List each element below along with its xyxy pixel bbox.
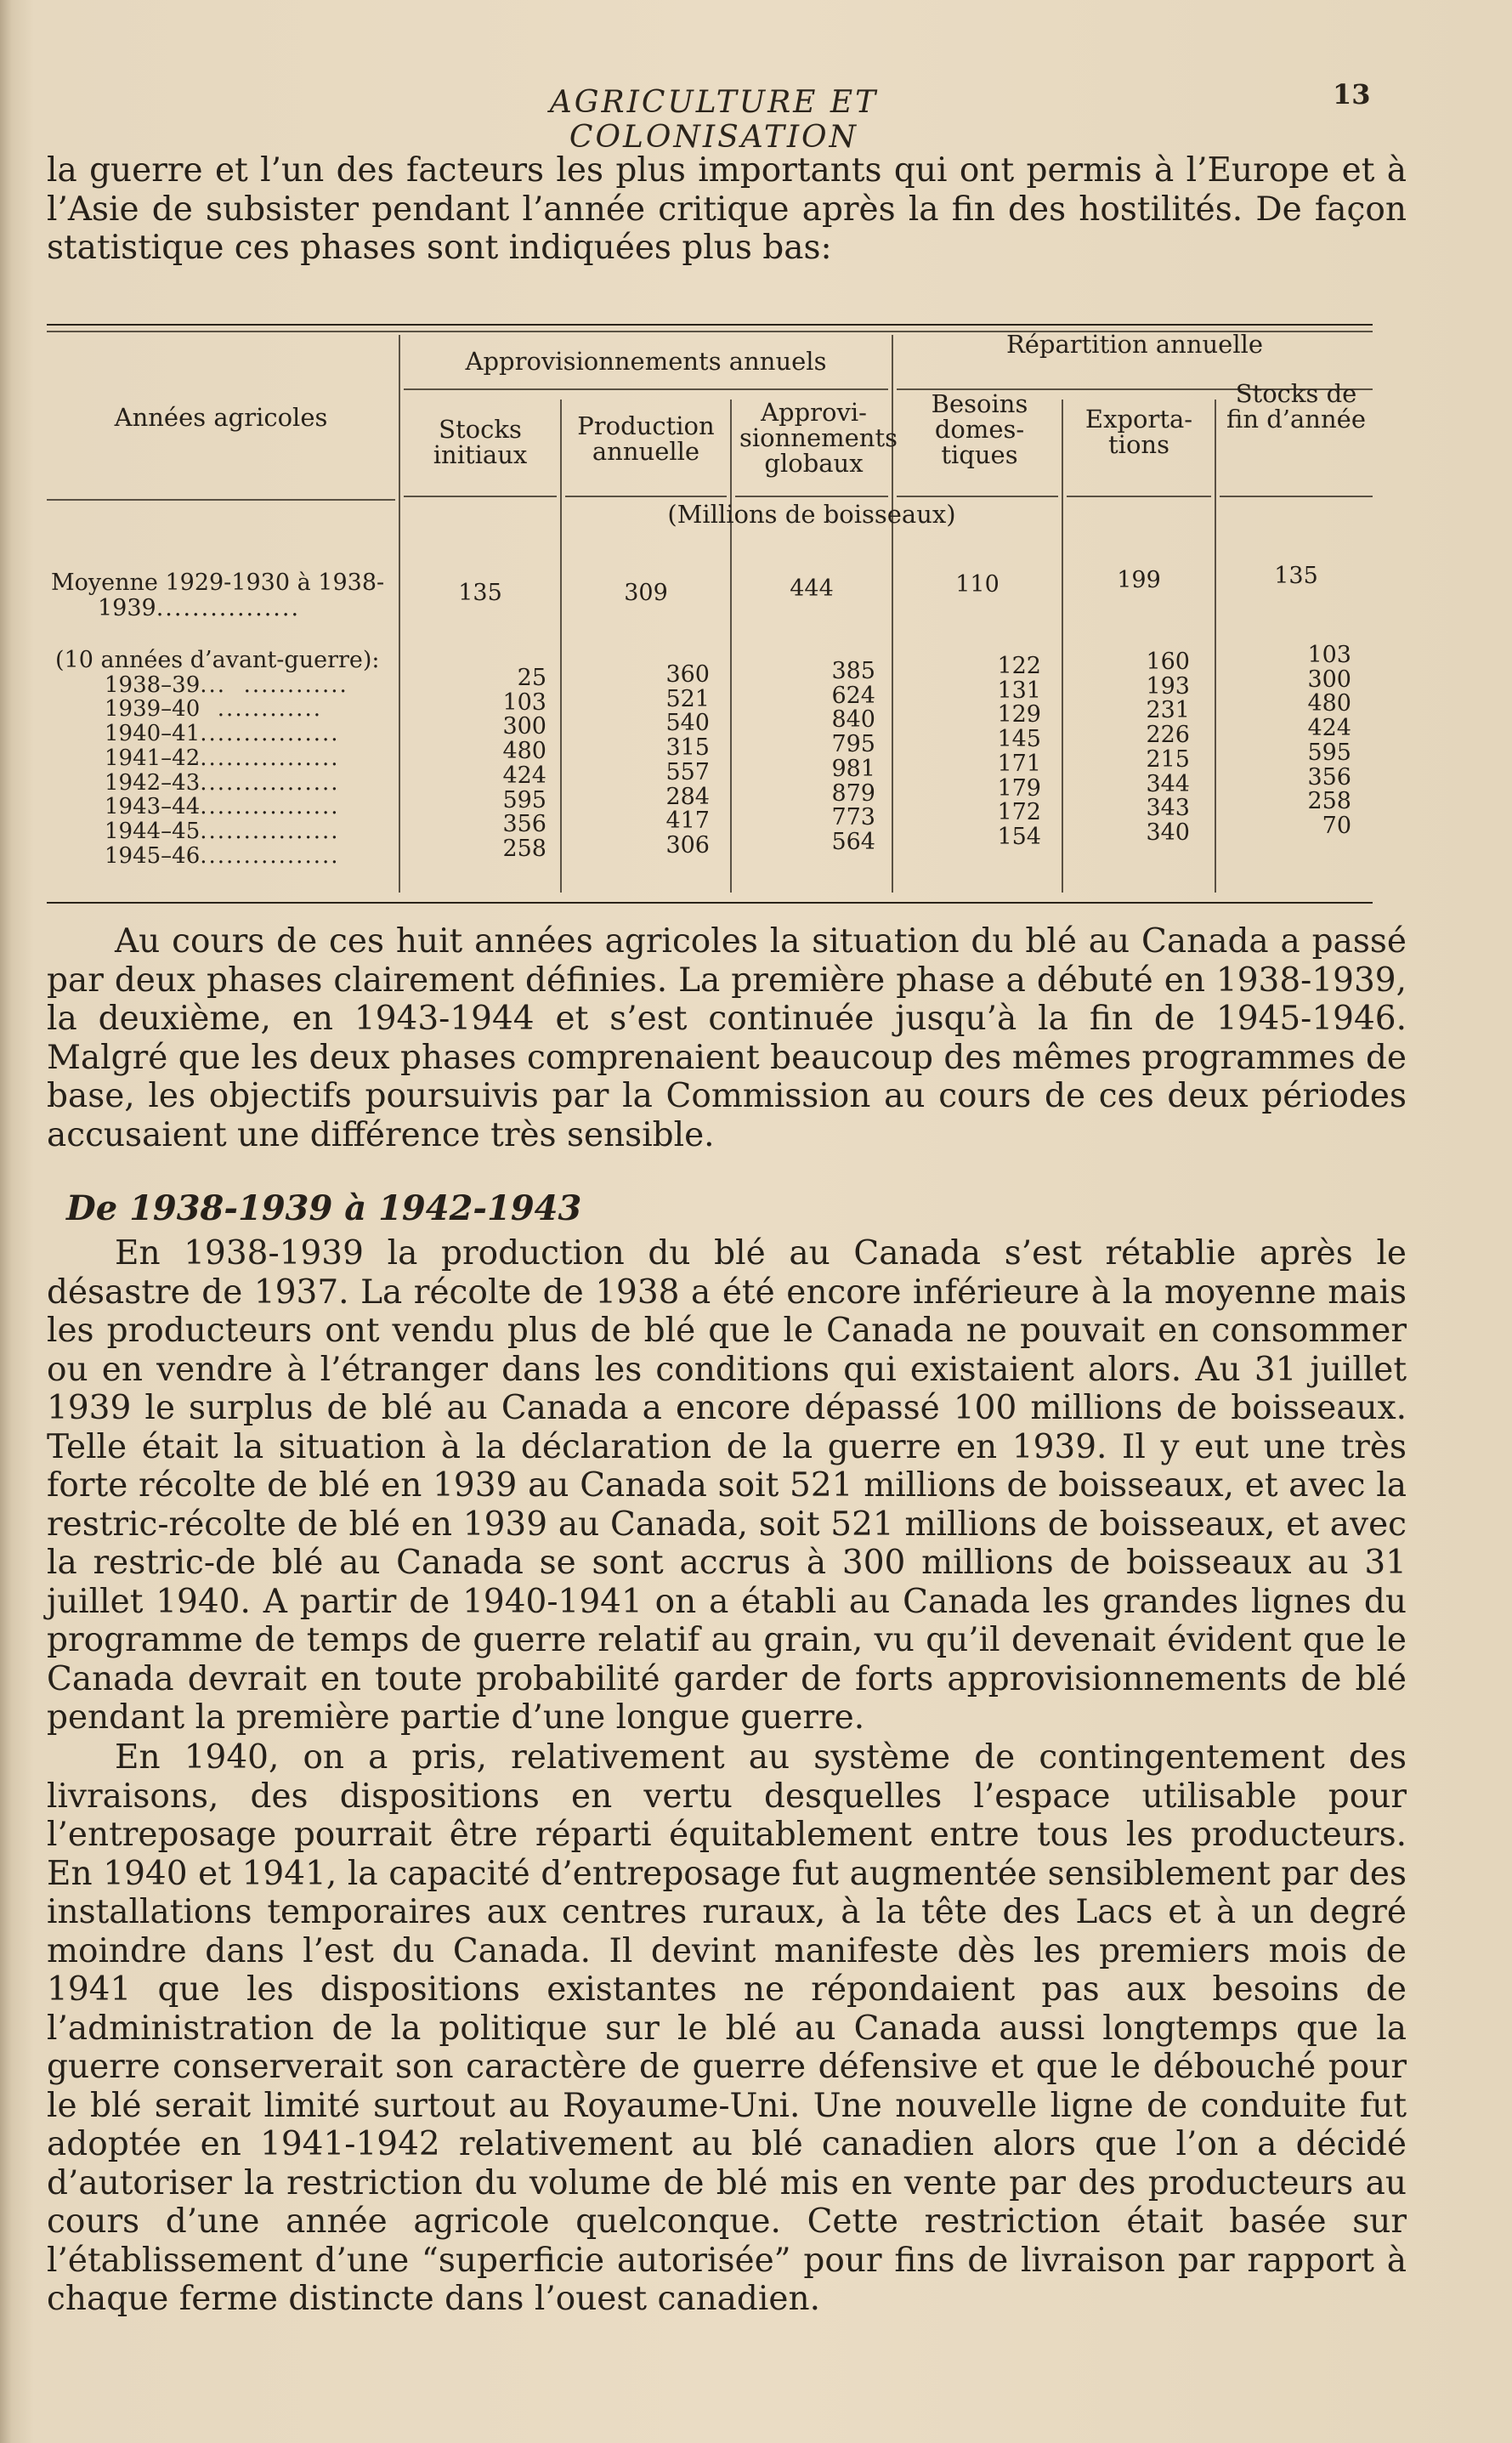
cell: 306 [665,831,710,859]
year-label: 1943–44................ [105,794,340,819]
col-production [642,663,710,859]
unit-label: (Millions de boisseaux) [667,500,956,529]
cell: 226 [1146,722,1190,749]
cell: 300 [1307,666,1351,693]
cell: 154 [997,823,1041,850]
cell: 356 [1307,763,1351,791]
cell: 129 [997,701,1041,728]
cell: 231 [1146,697,1190,724]
cell: 840 [831,706,875,734]
cell: 258 [1307,788,1351,815]
cell: 480 [1307,690,1351,717]
wheat-statistics-table [47,323,1407,918]
cell: 160 [1146,649,1190,675]
cell: 145 [997,726,1041,753]
average-cell: 135 [458,580,502,606]
row-header: Années agricoles [114,403,328,432]
cell: 340 [1146,819,1190,846]
year-label: 1938–39... ............ [105,672,348,698]
year-label: 1940–41................ [105,721,340,746]
year-label: 1944–45................ [105,819,340,844]
cell: 540 [665,710,710,737]
cell: 315 [665,734,710,762]
average-cell: 110 [955,571,1000,598]
prewar-note: (10 années d’avant-guerre): [55,647,380,673]
cell: 258 [502,835,546,862]
cell: 300 [502,713,546,740]
year-label: 1939–40 ............ [105,696,322,722]
cell: 417 [665,808,710,835]
cell: 172 [997,799,1041,826]
group-header-supply: Approvisionnements annuels [465,347,827,376]
cell: 595 [1307,739,1351,766]
cell: 344 [1146,770,1190,797]
year-label: 1945–46................ [105,843,340,869]
group-header-distribution: Répartition annuelle [1005,330,1264,359]
page-number: 13 [1333,78,1371,111]
cell: 360 [665,661,710,688]
col-besoins [973,655,1041,850]
cell: 356 [502,811,546,838]
average-label: Moyenne 1929-1930 à 1938- [51,570,385,596]
cell: 795 [831,731,875,758]
col-exportations [1122,650,1190,846]
cell: 424 [502,762,546,789]
average-label-year: 1939................ [98,595,301,621]
col-globaux [807,660,875,855]
cell: 557 [665,758,710,785]
cell: 122 [997,653,1041,679]
cell: 131 [997,677,1041,704]
col-stocks-fin [1283,643,1351,839]
cell: 773 [831,804,875,831]
average-cell: 444 [790,575,834,602]
col-stocks-initiaux [472,666,546,862]
paragraph-1938: En 1938-1939 la production du blé au Canada s’est rétablie après le désastre de 1937. La récolte de 1938 a été encore inférieure à la moyenne mais les producteurs ont vendu plus de blé que le Canada ne pouvait en consommer ou en vendre à l’étranger dans les conditions qui existaient alors. Au 31 juillet 1939 le surplus de blé au Canada a encore dépassé 100 millions de boisseaux. Telle était la situation à la déclaration de la guerre en 1939. Il y eut une très forte récolte de blé en 1939 au Canada soit 521 millions de boisseaux, et avec la restric-récolte de blé en 1939 au Canada, soit 521 millions de boisseaux, et avec la restric-de blé au Canada se sont accrus à 300 millions de boisseaux au 31 juillet 1940. A partir de 1940-1941 on a établi au Canada les grandes lignes du programme de temps de guerre relatif au grain, vu qu’il devenait évident que le Canada devrait en toute probabilité garder de forts approvisionnements de blé pendant la première partie d’une longue guerre. [47,1234,1407,1737]
cell: 284 [665,783,710,810]
cell: 564 [831,828,875,855]
col-header-stocks-fin: Stocks de fin d’année [1226,379,1366,434]
col-header-globaux: Approvi-sionnements globaux [739,398,898,478]
paragraph-1940: En 1940, on a pris, relativement au système de contingentement des livraisons, des dispositions en vertu desquelles l’espace utilisable pour l’entreposage pourrait être réparti équitablement entre tous les producteurs. En 1940 et 1941, la capacité d’entreposage fut augmentée sensiblement par des installations temporaires aux centres ruraux, à la tête des Lacs et à un degré moindre dans l’est du Canada. Il devint manifeste dès les premiers mois de 1941 que les dispositions existantes ne répondaient pas aux besoins de l’administration de la politique sur le blé au Canada aussi longtemps que la guerre conserverait son caractère de guerre défensive et que le débouché pour le blé serait limité surtout au Royaume-Uni. Une nouvelle ligne de conduite fut adoptée en 1941-1942 relativement au blé canadien alors que l’on a décidé d’autoriser la restriction du volume de blé mis en vente par des producteurs au cours d’une année agricole quelconque. Cette restriction était basée sur l’établissement d’une “superficie autorisée” pour fins de livraison par rapport à chaque ferme distincte dans l’ouest canadien. [47,1738,1407,2318]
col-header-exportations: Exporta-tions [1084,405,1193,459]
cell: 103 [502,689,546,716]
average-cell: 309 [624,580,668,606]
cell: 103 [1307,642,1351,668]
cell: 25 [517,665,546,691]
cell: 879 [831,779,875,807]
average-cell: 199 [1117,567,1161,593]
col-header-production: Production annuelle [577,411,715,466]
section-heading: De 1938-1939 à 1942-1943 [66,1188,582,1228]
cell: 595 [502,786,546,813]
phases-paragraph: Au cours de ces huit années agricoles la situation du blé au Canada a passé par deux phases clairement définies. La première phase a débuté en 1938-1939, la deuxième, en 1943-1944 et s’est continuée jusqu’à la fin de 1945-1946. Malgré que les deux phases comprenaient beaucoup des mêmes programmes de base, les objectifs poursuivis par la Commission au cours de ces deux périodes accusaient une différence très sensible. [47,922,1407,1154]
year-label: 1942–43................ [105,770,340,796]
cell: 70 [1322,812,1351,839]
cell: 521 [665,685,710,712]
year-label: 1941–42................ [105,745,340,771]
cell: 343 [1146,795,1190,822]
cell: 981 [831,755,875,782]
average-cell: 135 [1274,563,1318,589]
intro-paragraph: la guerre et l’un des facteurs les plus importants qui ont permis à l’Europe et à l’Asie de subsister pendant l’année critique après la fin des hostilités. De façon statistique ces phases sont indiquées plus bas: [47,151,1407,267]
cell: 179 [997,774,1041,802]
cell: 193 [1146,672,1190,700]
cell: 171 [997,750,1041,777]
col-header-stocks-initiaux: Stocks initiaux [433,415,528,469]
running-title: AGRICULTURE ET COLONISATION [549,85,879,155]
col-header-besoins: Besoins domes-tiques [931,389,1028,469]
cell: 385 [831,658,875,684]
cell: 424 [1307,715,1351,742]
cell: 480 [502,738,546,765]
cell: 624 [831,682,875,709]
cell: 215 [1146,745,1190,773]
